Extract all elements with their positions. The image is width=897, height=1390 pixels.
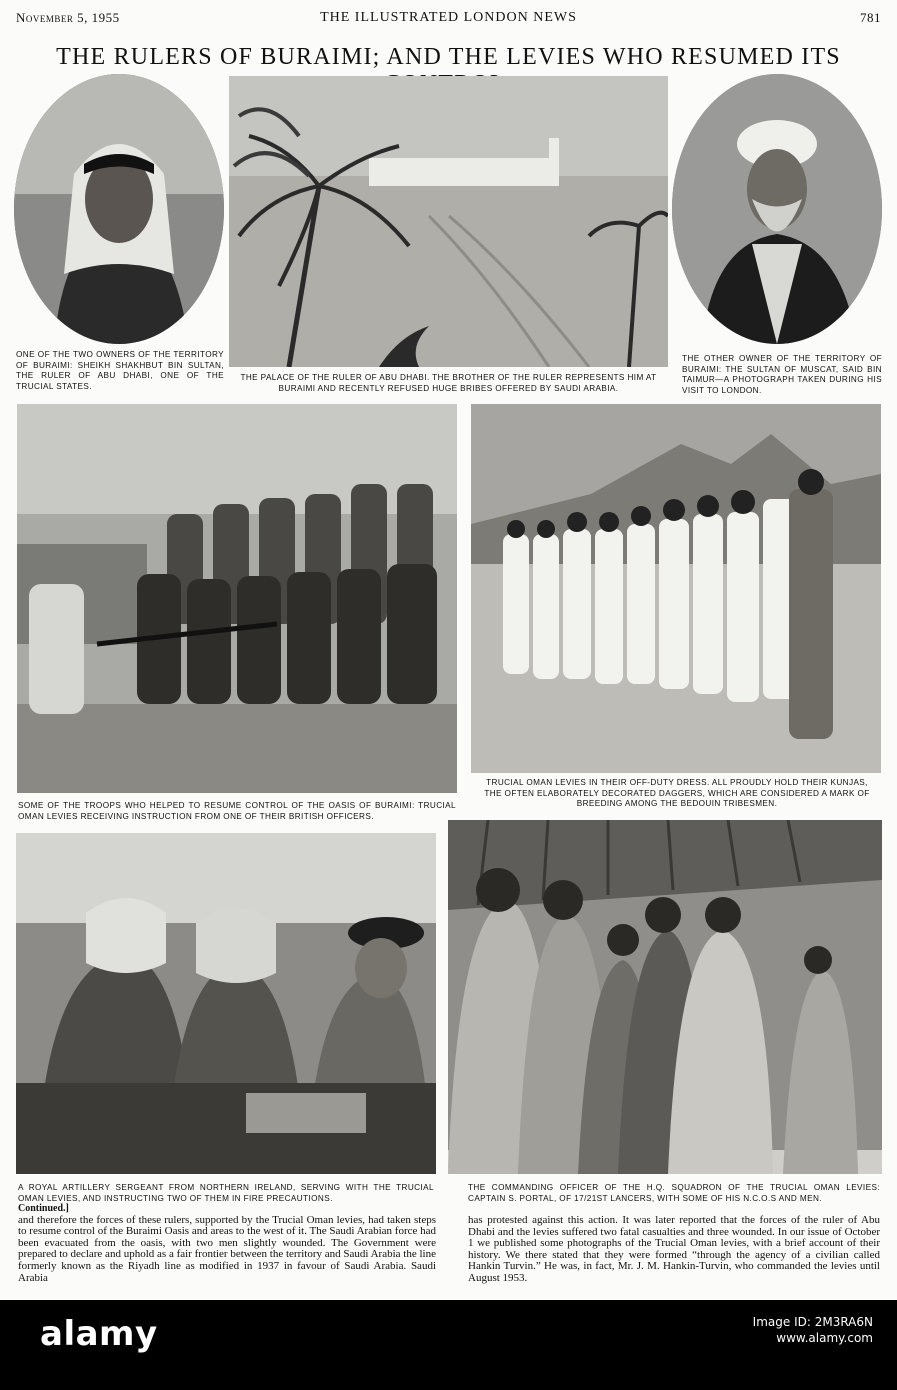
continued-marker: Continued.] <box>18 1203 69 1214</box>
photo-sergeant-fire-precautions <box>16 833 436 1174</box>
caption-palace: THE PALACE OF THE RULER OF ABU DHABI. THE BROTHER OF THE RULER REPRESENTS HIM AT BURAIMI AND RECENTLY REFUSED HUGE BRIBES OFFERED BY SAUDI ARABIA. <box>240 373 657 393</box>
issue-date: November 5, 1955 <box>16 10 120 25</box>
publication-title: THE ILLUSTRATED LONDON NEWS <box>320 10 577 25</box>
photo-commanding-officer <box>448 820 882 1174</box>
article-text-1: and therefore the forces of these rulers, supported by the Trucial Oman levies, had taken steps to resume control of the Buraimi Oasis and areas to the west of it. The Saudi Arabian force had been evacuated from the oasis, with two men slightly wounded. The Government were prepared to declare and uphold as a fair frontier between the territory and Saudi Arabia the line formerly known as the Riyadh line as modified in 1937 in favour of Saudi Arabia. Saudi Arabia <box>18 1213 436 1284</box>
masthead <box>16 10 881 30</box>
caption-sergeant: A ROYAL ARTILLERY SERGEANT FROM NORTHERN IRELAND, SERVING WITH THE TRUCIAL OMAN LEVIES, AND INSTRUCTING TWO OF THEM IN FIRE PRECAUTIONS. <box>18 1183 434 1203</box>
article-column-2 <box>468 1215 880 1285</box>
alamy-logo: alamy <box>40 1314 158 1354</box>
caption-troops: SOME OF THE TROOPS WHO HELPED TO RESUME CONTROL OF THE OASIS OF BURAIMI: TRUCIAL OMAN LEVIES RECEIVING INSTRUCTION FROM ONE OF THEIR BRITISH OFFICERS. <box>18 801 456 821</box>
caption-sultan: THE OTHER OWNER OF THE TERRITORY OF BURAIMI: THE SULTAN OF MUSCAT, SAID BIN TAIMUR—A PHOTOGRAPH TAKEN DURING HIS VISIT TO LONDON. <box>682 354 882 395</box>
photo-sultan-portrait <box>672 74 882 344</box>
article-text-2: has protested against this action. It was later reported that the forces of the ruler of Abu Dhabi and the levies suffered two fatal casualties and three wounded. In our issue of October 1 we published some photographs of the Trucial Oman levies, with a brief account of their history. We there stated that they were formed “through the agency of a civilian called Hankin Turvin.” He was, in fact, Mr. J. M. Hankin-Turvin, who commanded the levies until August 1953. <box>468 1214 880 1284</box>
photo-palace-abu-dhabi <box>229 76 668 367</box>
photo-sheikh-portrait <box>14 74 224 344</box>
caption-officer: THE COMMANDING OFFICER OF THE H.Q. SQUADRON OF THE TRUCIAL OMAN LEVIES: CAPTAIN S. PORTAL, OF 17/21ST LANCERS, WITH SOME OF HIS N.C.O.S AND MEN. <box>468 1183 880 1203</box>
page-number: 781 <box>860 10 881 25</box>
stock-footer-bar <box>0 1300 897 1390</box>
caption-levies-line: TRUCIAL OMAN LEVIES IN THEIR OFF-DUTY DRESS. ALL PROUDLY HOLD THEIR KUNJAS, THE OFTEN ELABORATELY DECORATED DAGGERS, WHICH ARE CONSIDERED A MARK OF BREEDING AMONG THE BEDOUIN TRIBESMEN. <box>484 778 870 809</box>
image-id: Image ID: 2M3RA6N <box>752 1315 873 1329</box>
caption-sheikh: ONE OF THE TWO OWNERS OF THE TERRITORY OF BURAIMI: SHEIKH SHAKHBUT BIN SULTAN, THE RULER OF ABU DHABI, ONE OF THE TRUCIAL STATES. <box>16 350 224 391</box>
article-column-1 <box>18 1203 436 1284</box>
page-headline: THE RULERS OF BURAIMI; AND THE LEVIES WHO RESUMED ITS <box>56 44 841 70</box>
photo-levies-off-duty <box>471 404 881 773</box>
site-url: www.alamy.com <box>776 1331 873 1345</box>
footer-meta <box>753 1314 873 1346</box>
photo-troops-instruction <box>17 404 457 793</box>
